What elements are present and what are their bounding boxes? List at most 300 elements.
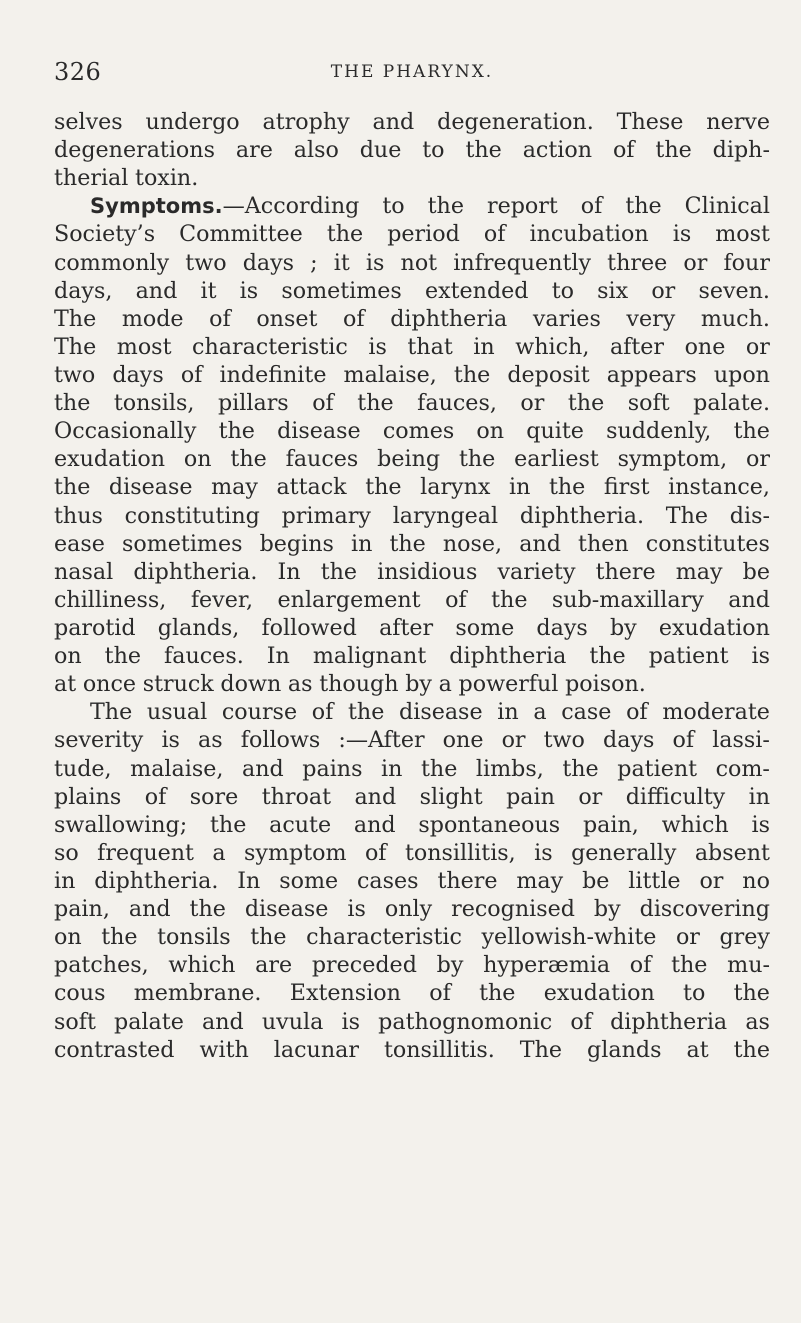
text-line [54, 895, 770, 923]
word: spontaneous [418, 811, 561, 838]
word: diphtheria. [519, 502, 645, 529]
word: These [616, 109, 684, 135]
word: and [519, 530, 561, 557]
word: the [562, 755, 599, 782]
word: a [212, 839, 226, 866]
text-line [54, 951, 770, 979]
text-line [54, 249, 770, 277]
text-line [54, 783, 770, 811]
word: it [333, 249, 350, 276]
word: nasal [54, 558, 114, 585]
word: upon [713, 361, 770, 388]
word: in [473, 333, 495, 360]
word: is [341, 1008, 360, 1035]
word: lacunar [273, 1036, 359, 1063]
word: followed [261, 614, 357, 641]
word: of [570, 1008, 592, 1035]
word: also [293, 137, 339, 164]
word: acute [269, 811, 332, 838]
word: of [626, 699, 648, 726]
text-line [54, 108, 770, 136]
word: diphtheria. [133, 558, 258, 585]
word: of [312, 390, 334, 417]
word: uvula [261, 1008, 324, 1035]
text-line [54, 642, 770, 670]
word: symptom [244, 839, 347, 866]
text-line [54, 502, 770, 530]
word: Occasionally [54, 418, 197, 445]
word: and [354, 783, 397, 810]
word: the [54, 390, 91, 417]
word: larynx [420, 474, 491, 501]
word: malaise, [343, 361, 437, 388]
text-line [54, 192, 770, 220]
word: membrane. [133, 980, 262, 1007]
word: chilliness, [54, 586, 167, 613]
word: The [665, 502, 709, 529]
word: contrasted [54, 1036, 175, 1063]
word: not [400, 249, 438, 276]
word: of [429, 980, 451, 1007]
word: yellowish-white [481, 924, 657, 951]
word: the [218, 418, 255, 445]
word: malaise, [130, 755, 224, 782]
word: begins [259, 530, 334, 557]
word: quite [526, 418, 584, 445]
word: once [82, 671, 137, 698]
word: is [161, 727, 180, 754]
word: that [407, 333, 453, 360]
text-line [54, 361, 770, 389]
word: is [751, 643, 770, 670]
word: dis- [729, 502, 770, 529]
word: of [445, 586, 467, 613]
word: of [580, 193, 603, 220]
word: primary [281, 502, 371, 529]
word: or [699, 867, 724, 894]
word: lassi- [712, 727, 770, 754]
word: be [582, 867, 610, 894]
word: extended [424, 277, 529, 304]
text-line [54, 305, 770, 333]
word: the [189, 896, 226, 923]
word: generally [571, 839, 677, 866]
text-line [54, 136, 770, 164]
text-line [54, 614, 770, 642]
word: attack [276, 474, 347, 501]
word: moderate [662, 699, 770, 726]
word: sometimes [281, 277, 402, 304]
word: six [597, 277, 629, 304]
word: of [364, 839, 387, 866]
word: comes [382, 418, 455, 445]
word: thus [54, 502, 103, 529]
text-line [54, 164, 770, 192]
word: disease [277, 418, 361, 445]
word: instance, [668, 474, 770, 501]
word: In [237, 867, 261, 894]
word: on [476, 418, 505, 445]
word: ease [54, 530, 105, 557]
word: the [101, 924, 138, 951]
word: the [453, 361, 491, 388]
text-line [54, 979, 770, 1007]
word: by [405, 671, 432, 698]
word: after [379, 614, 434, 641]
word: it [200, 277, 217, 304]
word: the [421, 755, 458, 782]
word: at [686, 1036, 709, 1063]
word: the [733, 1036, 770, 1063]
word: being [377, 446, 441, 473]
word: of [180, 361, 203, 388]
word: the [348, 699, 385, 726]
word: degeneration. [437, 109, 594, 135]
word: one [684, 333, 726, 360]
word: four [723, 249, 770, 276]
word: the [589, 643, 626, 670]
word: of [311, 699, 334, 726]
word: after [609, 333, 665, 360]
word: the [733, 418, 770, 445]
text-line [54, 558, 770, 586]
word: is [368, 333, 387, 360]
text-line [54, 417, 770, 445]
word: the [567, 390, 605, 417]
word: In [277, 558, 301, 585]
word: throat [261, 783, 332, 810]
word: nerve [706, 109, 770, 135]
word: frequent [97, 839, 194, 866]
word: the [54, 474, 91, 501]
word: Committee [179, 221, 303, 248]
word: the [465, 137, 502, 164]
word: or [651, 277, 676, 304]
word: and [241, 755, 284, 782]
word: or [578, 783, 603, 810]
word: infrequently [453, 249, 592, 276]
word: constituting [124, 502, 260, 529]
word: due [359, 137, 402, 164]
word: symptom, [617, 446, 728, 473]
text-line [54, 755, 770, 783]
word: then [578, 530, 629, 557]
word: or [675, 924, 700, 951]
word: the [655, 137, 692, 164]
word: period [387, 221, 460, 248]
word: glands, [157, 614, 240, 641]
word: is [751, 811, 770, 838]
word: very [626, 305, 676, 332]
word: pain [506, 783, 555, 810]
word: as [287, 671, 313, 698]
word: the [365, 474, 402, 501]
word: disease [108, 474, 193, 501]
word: by [593, 896, 621, 923]
word: pathognomonic [378, 1008, 553, 1035]
text-line [54, 923, 770, 951]
word: selves [54, 109, 123, 135]
word: sub-maxillary [551, 586, 704, 613]
word: two [54, 361, 96, 388]
word: variety [497, 558, 576, 585]
word: In [266, 643, 290, 670]
word: diphtheria [390, 305, 508, 332]
word: patient [648, 643, 729, 670]
word: the [458, 446, 496, 473]
word: first [603, 474, 650, 501]
word: the [479, 980, 516, 1007]
text-line [54, 698, 770, 726]
word: and [372, 109, 415, 135]
word: is [534, 839, 553, 866]
word: Society’s [54, 221, 156, 248]
word: parotid [54, 614, 136, 641]
text-line [54, 670, 770, 698]
word: and [353, 811, 396, 838]
word: to [382, 193, 405, 220]
page-number: 326 [54, 58, 102, 86]
word: disease [399, 699, 483, 726]
word: of [144, 783, 167, 810]
word: discovering [639, 896, 770, 923]
word: in [497, 699, 519, 726]
body-text [54, 108, 770, 1064]
word: fauces. [164, 643, 244, 670]
text-line [54, 220, 770, 248]
word: absent [694, 839, 770, 866]
word: which [661, 811, 729, 838]
word: and [202, 1008, 244, 1035]
word: or [683, 249, 708, 276]
word: or [520, 390, 545, 417]
word: the [548, 474, 586, 501]
word: is [365, 249, 385, 276]
word: the [250, 924, 287, 951]
word: limbs, [475, 755, 544, 782]
word: the [320, 558, 358, 585]
word: severity [54, 727, 144, 754]
word: :—After [338, 727, 425, 754]
word: exudation [54, 446, 166, 473]
word: are [255, 952, 293, 979]
word: cases [357, 867, 419, 894]
word: Clinical [684, 193, 770, 220]
word: patient [617, 755, 698, 782]
word: palate. [693, 390, 770, 417]
word: sometimes [121, 530, 243, 557]
word: much. [700, 305, 770, 332]
text-line [54, 333, 770, 361]
word: sore [189, 783, 239, 810]
word: days, [54, 277, 113, 304]
word: slight [419, 783, 483, 810]
word: to [683, 980, 706, 1007]
word: enlargement [277, 586, 421, 613]
word: the [326, 221, 364, 248]
word: may [516, 867, 564, 894]
word: glands [587, 1036, 662, 1063]
word: patches, [54, 952, 149, 979]
word: grey [719, 924, 770, 951]
word: only [384, 896, 433, 923]
word: diphtheria [610, 1008, 728, 1035]
word: action [522, 137, 593, 164]
word: three [607, 249, 668, 276]
word: diph- [712, 137, 770, 164]
word: mode [121, 305, 184, 332]
word: which [168, 952, 236, 979]
word: insidious [377, 558, 478, 585]
word: The [54, 333, 97, 360]
word: mu- [727, 952, 770, 979]
text-line [54, 277, 770, 305]
text-line [54, 867, 770, 895]
word: the [671, 952, 708, 979]
word: malignant [312, 643, 427, 670]
running-title: THE PHARYNX. [330, 62, 494, 82]
word: tonsils, [113, 390, 195, 417]
word: down [220, 671, 282, 698]
word: to [551, 277, 574, 304]
word: by [436, 952, 464, 979]
word: incubation [529, 221, 649, 248]
word: the [357, 390, 394, 417]
word: or [501, 727, 526, 754]
word: as [745, 1008, 770, 1035]
word: fauces, [417, 390, 497, 417]
word: degenerations [54, 137, 215, 164]
word: there [437, 867, 498, 894]
word: on [54, 643, 82, 670]
word: little [628, 867, 681, 894]
text-line [54, 389, 770, 417]
word: diphtheria [449, 643, 567, 670]
section-heading: Symptoms.—According [90, 193, 360, 220]
word: one [442, 727, 484, 754]
word: on [183, 446, 212, 473]
word: the [427, 193, 464, 220]
text-line [54, 839, 770, 867]
text-line [54, 586, 770, 614]
word: with [199, 1036, 249, 1063]
word: atrophy [262, 109, 350, 135]
word: hyperæmia [483, 952, 611, 979]
word: tonsillitis, [404, 839, 516, 866]
word: days [603, 727, 655, 754]
word: fauces [285, 446, 359, 473]
word: in [381, 755, 403, 782]
word: the [491, 586, 528, 613]
word: and [728, 586, 770, 613]
word: difficulty [625, 783, 726, 810]
word: constitutes [645, 530, 770, 557]
word: poison. [565, 671, 646, 698]
word: though [319, 671, 399, 698]
word: usual [146, 699, 208, 726]
word: varies [532, 305, 601, 332]
word: seven. [698, 277, 770, 304]
word: in [350, 530, 373, 557]
word: pain, [54, 896, 110, 923]
word: appears [606, 361, 697, 388]
word: earliest [514, 446, 599, 473]
word: pillars [217, 390, 289, 417]
word: palate [114, 1008, 184, 1035]
word: the [209, 811, 247, 838]
word: exudation [543, 980, 655, 1007]
text-line [54, 1036, 770, 1064]
word: commonly [54, 249, 170, 276]
word: on [54, 924, 82, 951]
word: days [536, 614, 588, 641]
word: no [742, 867, 770, 894]
word: swallowing; [54, 811, 188, 838]
word: laryngeal [392, 502, 499, 529]
word: at [54, 671, 77, 698]
word: is [347, 896, 366, 923]
word: case [561, 699, 612, 726]
word: the [230, 446, 267, 473]
word: onset [256, 305, 318, 332]
word: struck [142, 671, 214, 698]
text-line [54, 811, 770, 839]
word: ; [310, 249, 318, 276]
word: of [612, 137, 635, 164]
word: pain, [582, 811, 639, 838]
word: course [221, 699, 298, 726]
word: preceded [311, 952, 417, 979]
word: tonsillitis. [383, 1036, 495, 1063]
word: the [104, 643, 142, 670]
text-line [54, 726, 770, 754]
word: two [543, 727, 585, 754]
text-line [54, 445, 770, 473]
word: are [235, 137, 273, 164]
word: soft [54, 1008, 96, 1035]
word: Extension [289, 980, 401, 1007]
word: disease [244, 896, 329, 923]
text-line [54, 1008, 770, 1036]
word: indefinite [219, 361, 327, 388]
word: the [625, 193, 662, 220]
word: may [675, 558, 723, 585]
word: of [672, 727, 695, 754]
word: is [672, 221, 692, 248]
word: The [90, 699, 133, 726]
word: the [733, 980, 770, 1007]
text-line [54, 530, 770, 558]
word: therial [54, 165, 129, 192]
word: plains [54, 783, 122, 810]
word: is [239, 277, 259, 304]
word: characteristic [192, 333, 348, 360]
word: days [112, 361, 164, 388]
word: which, [515, 333, 590, 360]
word: or [745, 333, 770, 360]
word: in [508, 474, 531, 501]
word: fever, [190, 586, 254, 613]
section-heading-label: Symptoms. [90, 194, 223, 219]
word: may [211, 474, 258, 501]
word: two [185, 249, 227, 276]
word: diphtheria. [94, 867, 219, 894]
word: soft [627, 390, 670, 417]
word: be [742, 558, 770, 585]
word: com- [715, 755, 770, 782]
word: tude, [54, 755, 112, 782]
word: most [715, 221, 770, 248]
